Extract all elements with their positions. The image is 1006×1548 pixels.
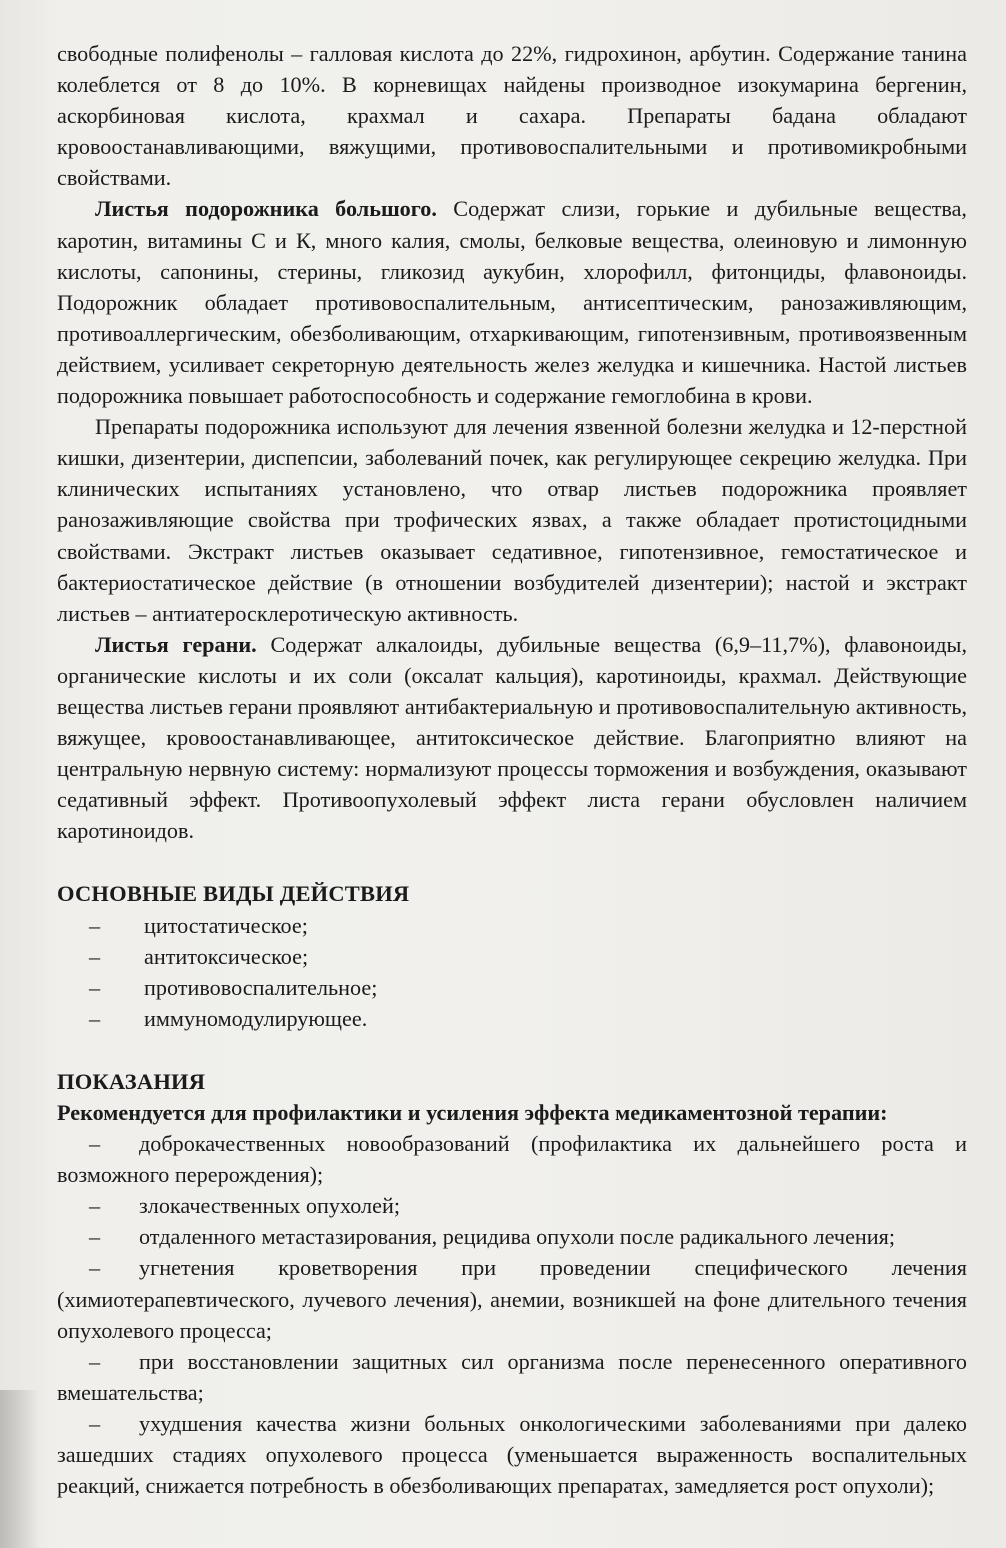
plantain-leaves-text: Содержат слизи, горькие и дубильные вещества, каротин, витамины С и К, много калия, смолы, белковые вещества, олеиновую и лимонную кислоты, сапонины, стерины, гликозид аукубин, хлорофилл, фитонциды, флавоноиды. Подорожник обладает противовоспалительным, антисептическим, ранозаживляющим, противоаллергическим, обезболивающим, отхаркивающим, гипотензивным, противоязвенным действием, усиливает секреторную деятельность желез желудка и кишечника. Настой листьев подорожника повышает работоспособность и содержание гемоглобина в крови. xyxy=(57,196,967,409)
paragraph-geranium-leaves xyxy=(57,629,967,847)
page-content xyxy=(57,38,967,1501)
list-dash: – xyxy=(89,1348,101,1374)
geranium-leaves-title: Листья герани. xyxy=(95,631,257,657)
indication-item-text: угнетения кроветворения при проведении специфического лечения (химиотерапевтического, лучевого лечения), анемии, возникшей на фоне длительного течения опухолевого процесса; xyxy=(57,1255,967,1343)
paragraph-badan-composition: свободные полифенолы – галловая кислота до 22%, гидрохинон, арбутин. Содержание танина колеблется от 8 до 10%. В корневищах найдены производное изокумарина бергенин, аскорбиновая кислота, крахмал и сахара. Препараты бадана обладают кровоостанавливающими, вяжущими, противовоспалительными и противомикробными свойствами. xyxy=(57,41,967,191)
list-item xyxy=(57,910,967,941)
action-item-text: цитостатическое; xyxy=(144,912,308,938)
indication-item-text: доброкачественных новообразований (профилактика их дальнейшего роста и возможного перерождения); xyxy=(57,1131,967,1188)
page-edge-shadow xyxy=(0,1390,40,1548)
indications-heading: ПОКАЗАНИЯ xyxy=(57,1068,206,1094)
list-dash: – xyxy=(89,974,101,1000)
indications-list xyxy=(57,1128,967,1501)
list-item xyxy=(57,1346,967,1408)
plantain-leaves-title: Листья подорожника большого. xyxy=(95,196,437,222)
list-item xyxy=(57,1408,967,1501)
actions-heading: ОСНОВНЫЕ ВИДЫ ДЕЙСТВИЯ xyxy=(57,881,410,907)
indication-item-text: отдаленного метастазирования, рецидива опухоли после радикального лечения; xyxy=(139,1224,896,1250)
list-item xyxy=(57,941,967,972)
list-dash: – xyxy=(89,1131,101,1157)
indication-item-text: злокачественных опухолей; xyxy=(139,1193,400,1219)
action-item-text: антитоксическое; xyxy=(144,943,309,969)
paragraph-plantain-leaves xyxy=(57,193,967,411)
list-dash: – xyxy=(89,1224,101,1250)
list-item xyxy=(57,1221,967,1252)
indications-subheading: Рекомендуется для профилактики и усиления эффекта медикаментозной терапии: xyxy=(57,1100,888,1125)
list-item xyxy=(57,1190,967,1221)
list-dash: – xyxy=(89,1193,101,1219)
action-item-text: иммуномодулирующее. xyxy=(144,1005,368,1031)
list-item xyxy=(57,1252,967,1345)
list-item xyxy=(57,1003,967,1034)
indication-item-text: при восстановлении защитных сил организма после перенесенного оперативного вмешательства; xyxy=(57,1348,967,1405)
action-item-text: противовоспалительное; xyxy=(144,974,378,1000)
indication-item-text: ухудшения качества жизни больных онкологическими заболеваниями при далеко зашедших стадиях опухолевого процесса (уменьшается выраженность воспалительных реакций, снижается потребность в обезболивающих препаратах, замедляется рост опухоли); xyxy=(57,1410,967,1499)
actions-list xyxy=(57,910,967,1034)
list-dash: – xyxy=(89,1410,101,1436)
paragraph-plantain-use: Препараты подорожника используют для лечения язвенной болезни желудка и 12-перстной кишки, дизентерии, диспепсии, заболеваний почек, как регулирующее секрецию желудка. При клинических испытаниях установлено, что отвар листьев подорожника проявляет ранозаживляющие свойства при трофических язвах, а также обладает протистоцидными свойствами. Экстракт листьев оказывает седативное, гипотензивное, гемостатическое и бактериостатическое действие (в отношении возбудителей дизентерии); настой и экстракт листьев – антиатеросклеротическую активность. xyxy=(57,414,967,626)
geranium-leaves-text: Содержат алкалоиды, дубильные вещества (6,9–11,7%), флавоноиды, органические кислоты и их соли (оксалат кальция), каротиноиды, крахмал. Действующие вещества листьев герани проявляют антибактериальную и противовоспалительную активность, вяжущее, кровоостанавливающее, антитоксическое действие. Благоприятно влияют на центральную нервную систему: нормализуют процессы торможения и возбуждения, оказывают седативный эффект. Противоопухолевый эффект листа герани обусловлен наличием каротиноидов. xyxy=(57,631,967,844)
list-dash: – xyxy=(89,943,101,969)
list-dash: – xyxy=(89,1005,101,1031)
list-item xyxy=(57,972,967,1003)
list-dash: – xyxy=(89,912,101,938)
list-dash: – xyxy=(89,1255,101,1281)
list-item xyxy=(57,1128,967,1190)
